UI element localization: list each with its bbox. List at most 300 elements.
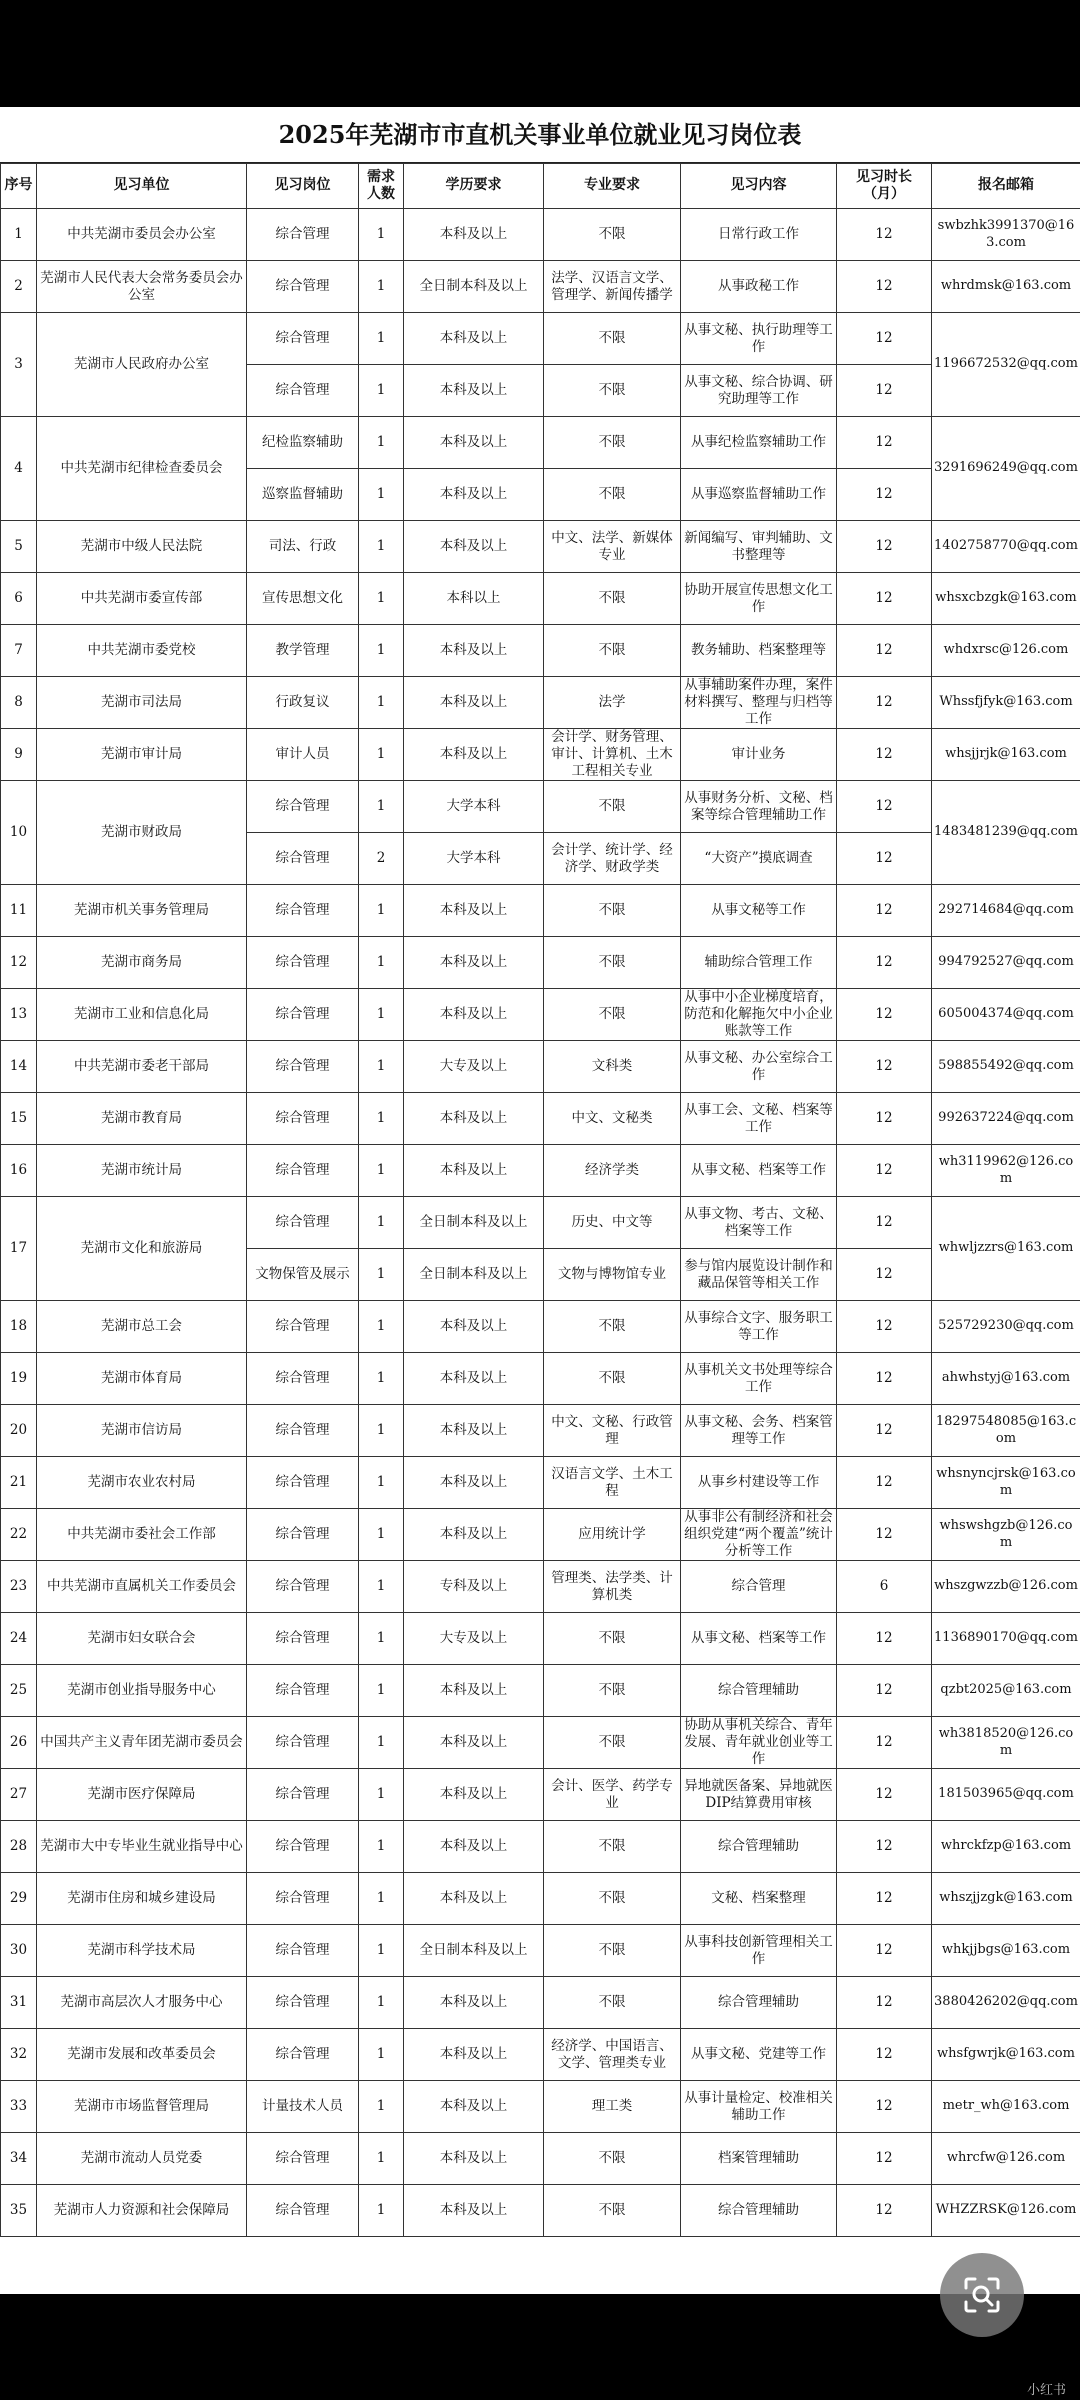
email-cell: whrckfzp@163.com — [932, 1821, 1080, 1873]
duration-cell: 12 — [837, 729, 932, 781]
email-cell: 525729230@qq.com — [932, 1301, 1080, 1353]
email-cell: wh3119962@126.com — [932, 1145, 1080, 1197]
post-cell: 审计人员 — [247, 729, 359, 781]
count-cell: 1 — [359, 1717, 404, 1769]
content-cell: 从事辅助案件办理，案件材料撰写、整理与归档等工作 — [681, 677, 837, 729]
content-cell: 综合管理辅助 — [681, 1977, 837, 2029]
post-cell: 纪检监察辅助 — [247, 417, 359, 469]
email-cell: whszjjzgk@163.com — [932, 1873, 1080, 1925]
count-cell: 1 — [359, 2081, 404, 2133]
major-cell: 中文、法学、新媒体专业 — [544, 521, 681, 573]
duration-cell: 12 — [837, 2185, 932, 2237]
post-cell: 综合管理 — [247, 1925, 359, 1977]
row-number-cell: 32 — [1, 2029, 37, 2081]
content-cell: 综合管理 — [681, 1561, 837, 1613]
education-cell: 本科及以上 — [404, 1821, 544, 1873]
header-cell: 学历要求 — [404, 164, 544, 209]
major-cell: 不限 — [544, 625, 681, 677]
content-cell: 从事计量检定、校准相关辅助工作 — [681, 2081, 837, 2133]
education-cell: 本科及以上 — [404, 1145, 544, 1197]
post-cell: 司法、行政 — [247, 521, 359, 573]
table-row — [1, 1665, 1080, 1717]
content-cell: 协助从事机关综合、青年发展、青年就业创业等工作 — [681, 1717, 837, 1769]
unit-cell: 芜湖市大中专毕业生就业指导中心 — [37, 1821, 247, 1873]
major-cell: 不限 — [544, 1977, 681, 2029]
email-cell: whkjjbgs@163.com — [932, 1925, 1080, 1977]
header-cell: 见习岗位 — [247, 164, 359, 209]
duration-cell: 12 — [837, 1301, 932, 1353]
post-cell: 综合管理 — [247, 2185, 359, 2237]
content-cell: 从事文秘、办公室综合工作 — [681, 1041, 837, 1093]
unit-cell: 芜湖市工业和信息化局 — [37, 989, 247, 1041]
unit-cell: 芜湖市商务局 — [37, 937, 247, 989]
count-cell: 1 — [359, 209, 404, 261]
count-cell: 1 — [359, 1821, 404, 1873]
page-title: 2025年芜湖市市直机关事业单位就业见习岗位表 — [0, 107, 1080, 163]
row-number-cell: 24 — [1, 1613, 37, 1665]
major-cell: 文物与博物馆专业 — [544, 1249, 681, 1301]
table-row — [1, 1301, 1080, 1353]
count-cell: 1 — [359, 469, 404, 521]
image-scan-button[interactable] — [940, 2253, 1024, 2337]
count-cell: 1 — [359, 1561, 404, 1613]
table-row — [1, 1977, 1080, 2029]
content-cell: 从事机关文书处理等综合工作 — [681, 1353, 837, 1405]
table-row — [1, 937, 1080, 989]
education-cell: 本科以上 — [404, 573, 544, 625]
table-row — [1, 1145, 1080, 1197]
table-row — [1, 261, 1080, 313]
table-row — [1, 885, 1080, 937]
unit-cell: 芜湖市市场监督管理局 — [37, 2081, 247, 2133]
count-cell: 1 — [359, 1977, 404, 2029]
table-row — [1, 521, 1080, 573]
duration-cell: 12 — [837, 1925, 932, 1977]
table-body — [1, 209, 1080, 2237]
content-cell: 协助开展宣传思想文化工作 — [681, 573, 837, 625]
email-cell: 1136890170@qq.com — [932, 1613, 1080, 1665]
table-row — [1, 989, 1080, 1041]
count-cell: 1 — [359, 1457, 404, 1509]
duration-cell: 12 — [837, 937, 932, 989]
duration-cell: 12 — [837, 1405, 932, 1457]
row-number-cell: 20 — [1, 1405, 37, 1457]
major-cell: 不限 — [544, 1717, 681, 1769]
major-cell: 不限 — [544, 1353, 681, 1405]
unit-cell: 芜湖市财政局 — [37, 781, 247, 885]
education-cell: 本科及以上 — [404, 1301, 544, 1353]
post-cell: 综合管理 — [247, 833, 359, 885]
unit-cell: 中共芜湖市委宣传部 — [37, 573, 247, 625]
unit-cell: 芜湖市审计局 — [37, 729, 247, 781]
table-row — [1, 677, 1080, 729]
major-cell: 会计学、统计学、经济学、财政学类 — [544, 833, 681, 885]
count-cell: 1 — [359, 1509, 404, 1561]
row-number-cell: 4 — [1, 417, 37, 521]
content-cell: 从事中小企业梯度培育，防范和化解拖欠中小企业账款等工作 — [681, 989, 837, 1041]
post-cell: 综合管理 — [247, 1197, 359, 1249]
unit-cell: 芜湖市文化和旅游局 — [37, 1197, 247, 1301]
education-cell: 本科及以上 — [404, 677, 544, 729]
unit-cell: 芜湖市总工会 — [37, 1301, 247, 1353]
major-cell: 不限 — [544, 1873, 681, 1925]
content-cell: 审计业务 — [681, 729, 837, 781]
content-cell: 从事政秘工作 — [681, 261, 837, 313]
table-row — [1, 1717, 1080, 1769]
unit-cell: 中共芜湖市直属机关工作委员会 — [37, 1561, 247, 1613]
duration-cell: 12 — [837, 781, 932, 833]
major-cell: 汉语言文学、土木工程 — [544, 1457, 681, 1509]
duration-cell: 12 — [837, 469, 932, 521]
content-cell: 综合管理辅助 — [681, 1665, 837, 1717]
row-number-cell: 14 — [1, 1041, 37, 1093]
post-cell: 综合管理 — [247, 1821, 359, 1873]
table-row — [1, 1457, 1080, 1509]
duration-cell: 12 — [837, 417, 932, 469]
row-number-cell: 21 — [1, 1457, 37, 1509]
row-number-cell: 8 — [1, 677, 37, 729]
row-number-cell: 17 — [1, 1197, 37, 1301]
scan-icon — [962, 2275, 1002, 2315]
duration-cell: 12 — [837, 1353, 932, 1405]
table-row — [1, 625, 1080, 677]
education-cell: 本科及以上 — [404, 885, 544, 937]
content-cell: 综合管理辅助 — [681, 2185, 837, 2237]
duration-cell: 12 — [837, 1873, 932, 1925]
table-row — [1, 2133, 1080, 2185]
count-cell: 1 — [359, 937, 404, 989]
email-cell: 994792527@qq.com — [932, 937, 1080, 989]
post-cell: 行政复议 — [247, 677, 359, 729]
row-number-cell: 34 — [1, 2133, 37, 2185]
row-number-cell: 35 — [1, 2185, 37, 2237]
email-cell: metr_wh@163.com — [932, 2081, 1080, 2133]
post-cell: 文物保管及展示 — [247, 1249, 359, 1301]
post-cell: 综合管理 — [247, 989, 359, 1041]
count-cell: 1 — [359, 1041, 404, 1093]
education-cell: 本科及以上 — [404, 1873, 544, 1925]
table-row — [1, 209, 1080, 261]
email-cell: whwljzzrs@163.com — [932, 1197, 1080, 1301]
major-cell: 不限 — [544, 365, 681, 417]
duration-cell: 12 — [837, 1977, 932, 2029]
row-number-cell: 22 — [1, 1509, 37, 1561]
education-cell: 本科及以上 — [404, 729, 544, 781]
duration-cell: 12 — [837, 989, 932, 1041]
email-cell: 605004374@qq.com — [932, 989, 1080, 1041]
major-cell: 法学 — [544, 677, 681, 729]
count-cell: 1 — [359, 1665, 404, 1717]
table-row — [1, 2185, 1080, 2237]
duration-cell: 12 — [837, 1249, 932, 1301]
table-row — [1, 573, 1080, 625]
content-cell: 从事文秘、执行助理等工作 — [681, 313, 837, 365]
content-cell: 教务辅助、档案整理等 — [681, 625, 837, 677]
header-cell: 见习内容 — [681, 164, 837, 209]
unit-cell: 芜湖市统计局 — [37, 1145, 247, 1197]
table-row — [1, 2081, 1080, 2133]
education-cell: 大专及以上 — [404, 1613, 544, 1665]
row-number-cell: 19 — [1, 1353, 37, 1405]
major-cell: 不限 — [544, 417, 681, 469]
email-cell: whswshgzb@126.com — [932, 1509, 1080, 1561]
content-cell: 从事文秘、综合协调、研究助理等工作 — [681, 365, 837, 417]
unit-cell: 芜湖市妇女联合会 — [37, 1613, 247, 1665]
post-cell: 宣传思想文化 — [247, 573, 359, 625]
content-cell: 文秘、档案整理 — [681, 1873, 837, 1925]
duration-cell: 12 — [837, 1613, 932, 1665]
content-cell: 辅助综合管理工作 — [681, 937, 837, 989]
unit-cell: 中共芜湖市纪律检查委员会 — [37, 417, 247, 521]
major-cell: 不限 — [544, 1301, 681, 1353]
table-row — [1, 1509, 1080, 1561]
unit-cell: 芜湖市信访局 — [37, 1405, 247, 1457]
email-cell: 1483481239@qq.com — [932, 781, 1080, 885]
education-cell: 本科及以上 — [404, 1405, 544, 1457]
count-cell: 1 — [359, 1353, 404, 1405]
duration-cell: 12 — [837, 1457, 932, 1509]
position-table — [0, 163, 1080, 2237]
email-cell: whsfgwrjk@163.com — [932, 2029, 1080, 2081]
email-cell: wh3818520@126.com — [932, 1717, 1080, 1769]
post-cell: 综合管理 — [247, 1093, 359, 1145]
row-number-cell: 15 — [1, 1093, 37, 1145]
post-cell: 综合管理 — [247, 1717, 359, 1769]
email-cell: whrcfw@126.com — [932, 2133, 1080, 2185]
unit-cell: 芜湖市创业指导服务中心 — [37, 1665, 247, 1717]
email-cell: 1402758770@qq.com — [932, 521, 1080, 573]
row-number-cell: 28 — [1, 1821, 37, 1873]
duration-cell: 12 — [837, 677, 932, 729]
education-cell: 本科及以上 — [404, 469, 544, 521]
major-cell: 不限 — [544, 469, 681, 521]
education-cell: 本科及以上 — [404, 2133, 544, 2185]
education-cell: 本科及以上 — [404, 1717, 544, 1769]
table-row — [1, 1925, 1080, 1977]
post-cell: 综合管理 — [247, 1613, 359, 1665]
post-cell: 综合管理 — [247, 1041, 359, 1093]
duration-cell: 12 — [837, 1145, 932, 1197]
duration-cell: 12 — [837, 885, 932, 937]
duration-cell: 12 — [837, 261, 932, 313]
row-number-cell: 16 — [1, 1145, 37, 1197]
count-cell: 1 — [359, 417, 404, 469]
education-cell: 全日制本科及以上 — [404, 1197, 544, 1249]
count-cell: 1 — [359, 625, 404, 677]
duration-cell: 12 — [837, 1041, 932, 1093]
row-number-cell: 5 — [1, 521, 37, 573]
post-cell: 综合管理 — [247, 261, 359, 313]
education-cell: 本科及以上 — [404, 1457, 544, 1509]
post-cell: 综合管理 — [247, 937, 359, 989]
table-row — [1, 1093, 1080, 1145]
major-cell: 不限 — [544, 937, 681, 989]
post-cell: 综合管理 — [247, 1509, 359, 1561]
post-cell: 综合管理 — [247, 1665, 359, 1717]
count-cell: 1 — [359, 1145, 404, 1197]
major-cell: 历史、中文等 — [544, 1197, 681, 1249]
content-cell: 从事文秘、档案等工作 — [681, 1145, 837, 1197]
count-cell: 1 — [359, 365, 404, 417]
major-cell: 文科类 — [544, 1041, 681, 1093]
unit-cell: 芜湖市人力资源和社会保障局 — [37, 2185, 247, 2237]
content-cell: 从事纪检监察辅助工作 — [681, 417, 837, 469]
document-sheet — [0, 107, 1080, 2294]
duration-cell: 6 — [837, 1561, 932, 1613]
unit-cell: 中共芜湖市委社会工作部 — [37, 1509, 247, 1561]
education-cell: 本科及以上 — [404, 1353, 544, 1405]
education-cell: 本科及以上 — [404, 417, 544, 469]
education-cell: 本科及以上 — [404, 989, 544, 1041]
table-row — [1, 1353, 1080, 1405]
content-cell: 综合管理辅助 — [681, 1821, 837, 1873]
duration-cell: 12 — [837, 573, 932, 625]
major-cell: 中文、文秘类 — [544, 1093, 681, 1145]
table-row — [1, 1041, 1080, 1093]
content-cell: 从事综合文字、服务职工等工作 — [681, 1301, 837, 1353]
unit-cell: 芜湖市科学技术局 — [37, 1925, 247, 1977]
major-cell: 经济学、中国语言、文学、管理类专业 — [544, 2029, 681, 2081]
post-cell: 综合管理 — [247, 313, 359, 365]
row-number-cell: 25 — [1, 1665, 37, 1717]
count-cell: 1 — [359, 1249, 404, 1301]
unit-cell: 芜湖市中级人民法院 — [37, 521, 247, 573]
email-cell: whsjjrjk@163.com — [932, 729, 1080, 781]
content-cell: 参与馆内展览设计制作和藏品保管等相关工作 — [681, 1249, 837, 1301]
content-cell: “大资产”摸底调查 — [681, 833, 837, 885]
unit-cell: 中共芜湖市委员会办公室 — [37, 209, 247, 261]
content-cell: 从事巡察监督辅助工作 — [681, 469, 837, 521]
post-cell: 巡察监督辅助 — [247, 469, 359, 521]
post-cell: 综合管理 — [247, 1977, 359, 2029]
count-cell: 1 — [359, 1405, 404, 1457]
education-cell: 本科及以上 — [404, 2081, 544, 2133]
post-cell: 综合管理 — [247, 1457, 359, 1509]
duration-cell: 12 — [837, 1665, 932, 1717]
row-number-cell: 12 — [1, 937, 37, 989]
major-cell: 理工类 — [544, 2081, 681, 2133]
count-cell: 1 — [359, 1301, 404, 1353]
major-cell: 法学、汉语言文学、管理学、新闻传播学 — [544, 261, 681, 313]
post-cell: 综合管理 — [247, 781, 359, 833]
row-number-cell: 13 — [1, 989, 37, 1041]
row-number-cell: 26 — [1, 1717, 37, 1769]
row-number-cell: 9 — [1, 729, 37, 781]
count-cell: 1 — [359, 729, 404, 781]
row-number-cell: 3 — [1, 313, 37, 417]
major-cell: 不限 — [544, 989, 681, 1041]
count-cell: 1 — [359, 261, 404, 313]
unit-cell: 芜湖市教育局 — [37, 1093, 247, 1145]
count-cell: 1 — [359, 1873, 404, 1925]
duration-cell: 12 — [837, 2029, 932, 2081]
email-cell: Whssfjfyk@163.com — [932, 677, 1080, 729]
content-cell: 从事乡村建设等工作 — [681, 1457, 837, 1509]
count-cell: 1 — [359, 313, 404, 365]
duration-cell: 12 — [837, 1769, 932, 1821]
email-cell: whsxcbzgk@163.com — [932, 573, 1080, 625]
count-cell: 1 — [359, 1093, 404, 1145]
count-cell: 1 — [359, 885, 404, 937]
table-row — [1, 1613, 1080, 1665]
table-row — [1, 2029, 1080, 2081]
education-cell: 全日制本科及以上 — [404, 1925, 544, 1977]
unit-cell: 中共芜湖市委老干部局 — [37, 1041, 247, 1093]
post-cell: 综合管理 — [247, 209, 359, 261]
major-cell: 不限 — [544, 885, 681, 937]
email-cell: 3291696249@qq.com — [932, 417, 1080, 521]
table-row — [1, 1769, 1080, 1821]
email-cell: 992637224@qq.com — [932, 1093, 1080, 1145]
unit-cell: 芜湖市体育局 — [37, 1353, 247, 1405]
count-cell: 1 — [359, 677, 404, 729]
content-cell: 从事财务分析、文秘、档案等综合管理辅助工作 — [681, 781, 837, 833]
post-cell: 综合管理 — [247, 1561, 359, 1613]
row-number-cell: 31 — [1, 1977, 37, 2029]
major-cell: 不限 — [544, 2133, 681, 2185]
row-number-cell: 33 — [1, 2081, 37, 2133]
post-cell: 综合管理 — [247, 365, 359, 417]
row-number-cell: 7 — [1, 625, 37, 677]
duration-cell: 12 — [837, 1197, 932, 1249]
major-cell: 不限 — [544, 313, 681, 365]
count-cell: 1 — [359, 2029, 404, 2081]
count-cell: 1 — [359, 1197, 404, 1249]
email-cell: 18297548085@163.com — [932, 1405, 1080, 1457]
email-cell: whdxrsc@126.com — [932, 625, 1080, 677]
duration-cell: 12 — [837, 2081, 932, 2133]
content-cell: 从事文秘、档案等工作 — [681, 1613, 837, 1665]
content-cell: 从事科技创新管理相关工作 — [681, 1925, 837, 1977]
email-cell: swbzhk3991370@163.com — [932, 209, 1080, 261]
unit-cell: 芜湖市住房和城乡建设局 — [37, 1873, 247, 1925]
unit-cell: 中共芜湖市委党校 — [37, 625, 247, 677]
post-cell: 综合管理 — [247, 2029, 359, 2081]
watermark: 小红书 — [1026, 2383, 1066, 2398]
education-cell: 本科及以上 — [404, 625, 544, 677]
content-cell: 异地就医备案、异地就医DIP结算费用审核 — [681, 1769, 837, 1821]
content-cell: 从事文秘等工作 — [681, 885, 837, 937]
duration-cell: 12 — [837, 625, 932, 677]
email-cell: 598855492@qq.com — [932, 1041, 1080, 1093]
row-number-cell: 6 — [1, 573, 37, 625]
post-cell: 教学管理 — [247, 625, 359, 677]
unit-cell: 芜湖市人民政府办公室 — [37, 313, 247, 417]
unit-cell: 芜湖市高层次人才服务中心 — [37, 1977, 247, 2029]
count-cell: 1 — [359, 1613, 404, 1665]
content-cell: 从事文秘、会务、档案管理等工作 — [681, 1405, 837, 1457]
content-cell: 档案管理辅助 — [681, 2133, 837, 2185]
unit-cell: 芜湖市农业农村局 — [37, 1457, 247, 1509]
table-row — [1, 1197, 1080, 1249]
table-row — [1, 781, 1080, 833]
duration-cell: 12 — [837, 1509, 932, 1561]
major-cell: 不限 — [544, 1821, 681, 1873]
row-number-cell: 18 — [1, 1301, 37, 1353]
table-row — [1, 1821, 1080, 1873]
email-cell: qzbt2025@163.com — [932, 1665, 1080, 1717]
duration-cell: 12 — [837, 1821, 932, 1873]
duration-cell: 12 — [837, 521, 932, 573]
post-cell: 计量技术人员 — [247, 2081, 359, 2133]
post-cell: 综合管理 — [247, 1405, 359, 1457]
table-row — [1, 1405, 1080, 1457]
unit-cell: 芜湖市发展和改革委员会 — [37, 2029, 247, 2081]
email-cell: WHZZRSK@126.com — [932, 2185, 1080, 2237]
table-row — [1, 417, 1080, 469]
education-cell: 本科及以上 — [404, 1769, 544, 1821]
unit-cell: 芜湖市机关事务管理局 — [37, 885, 247, 937]
